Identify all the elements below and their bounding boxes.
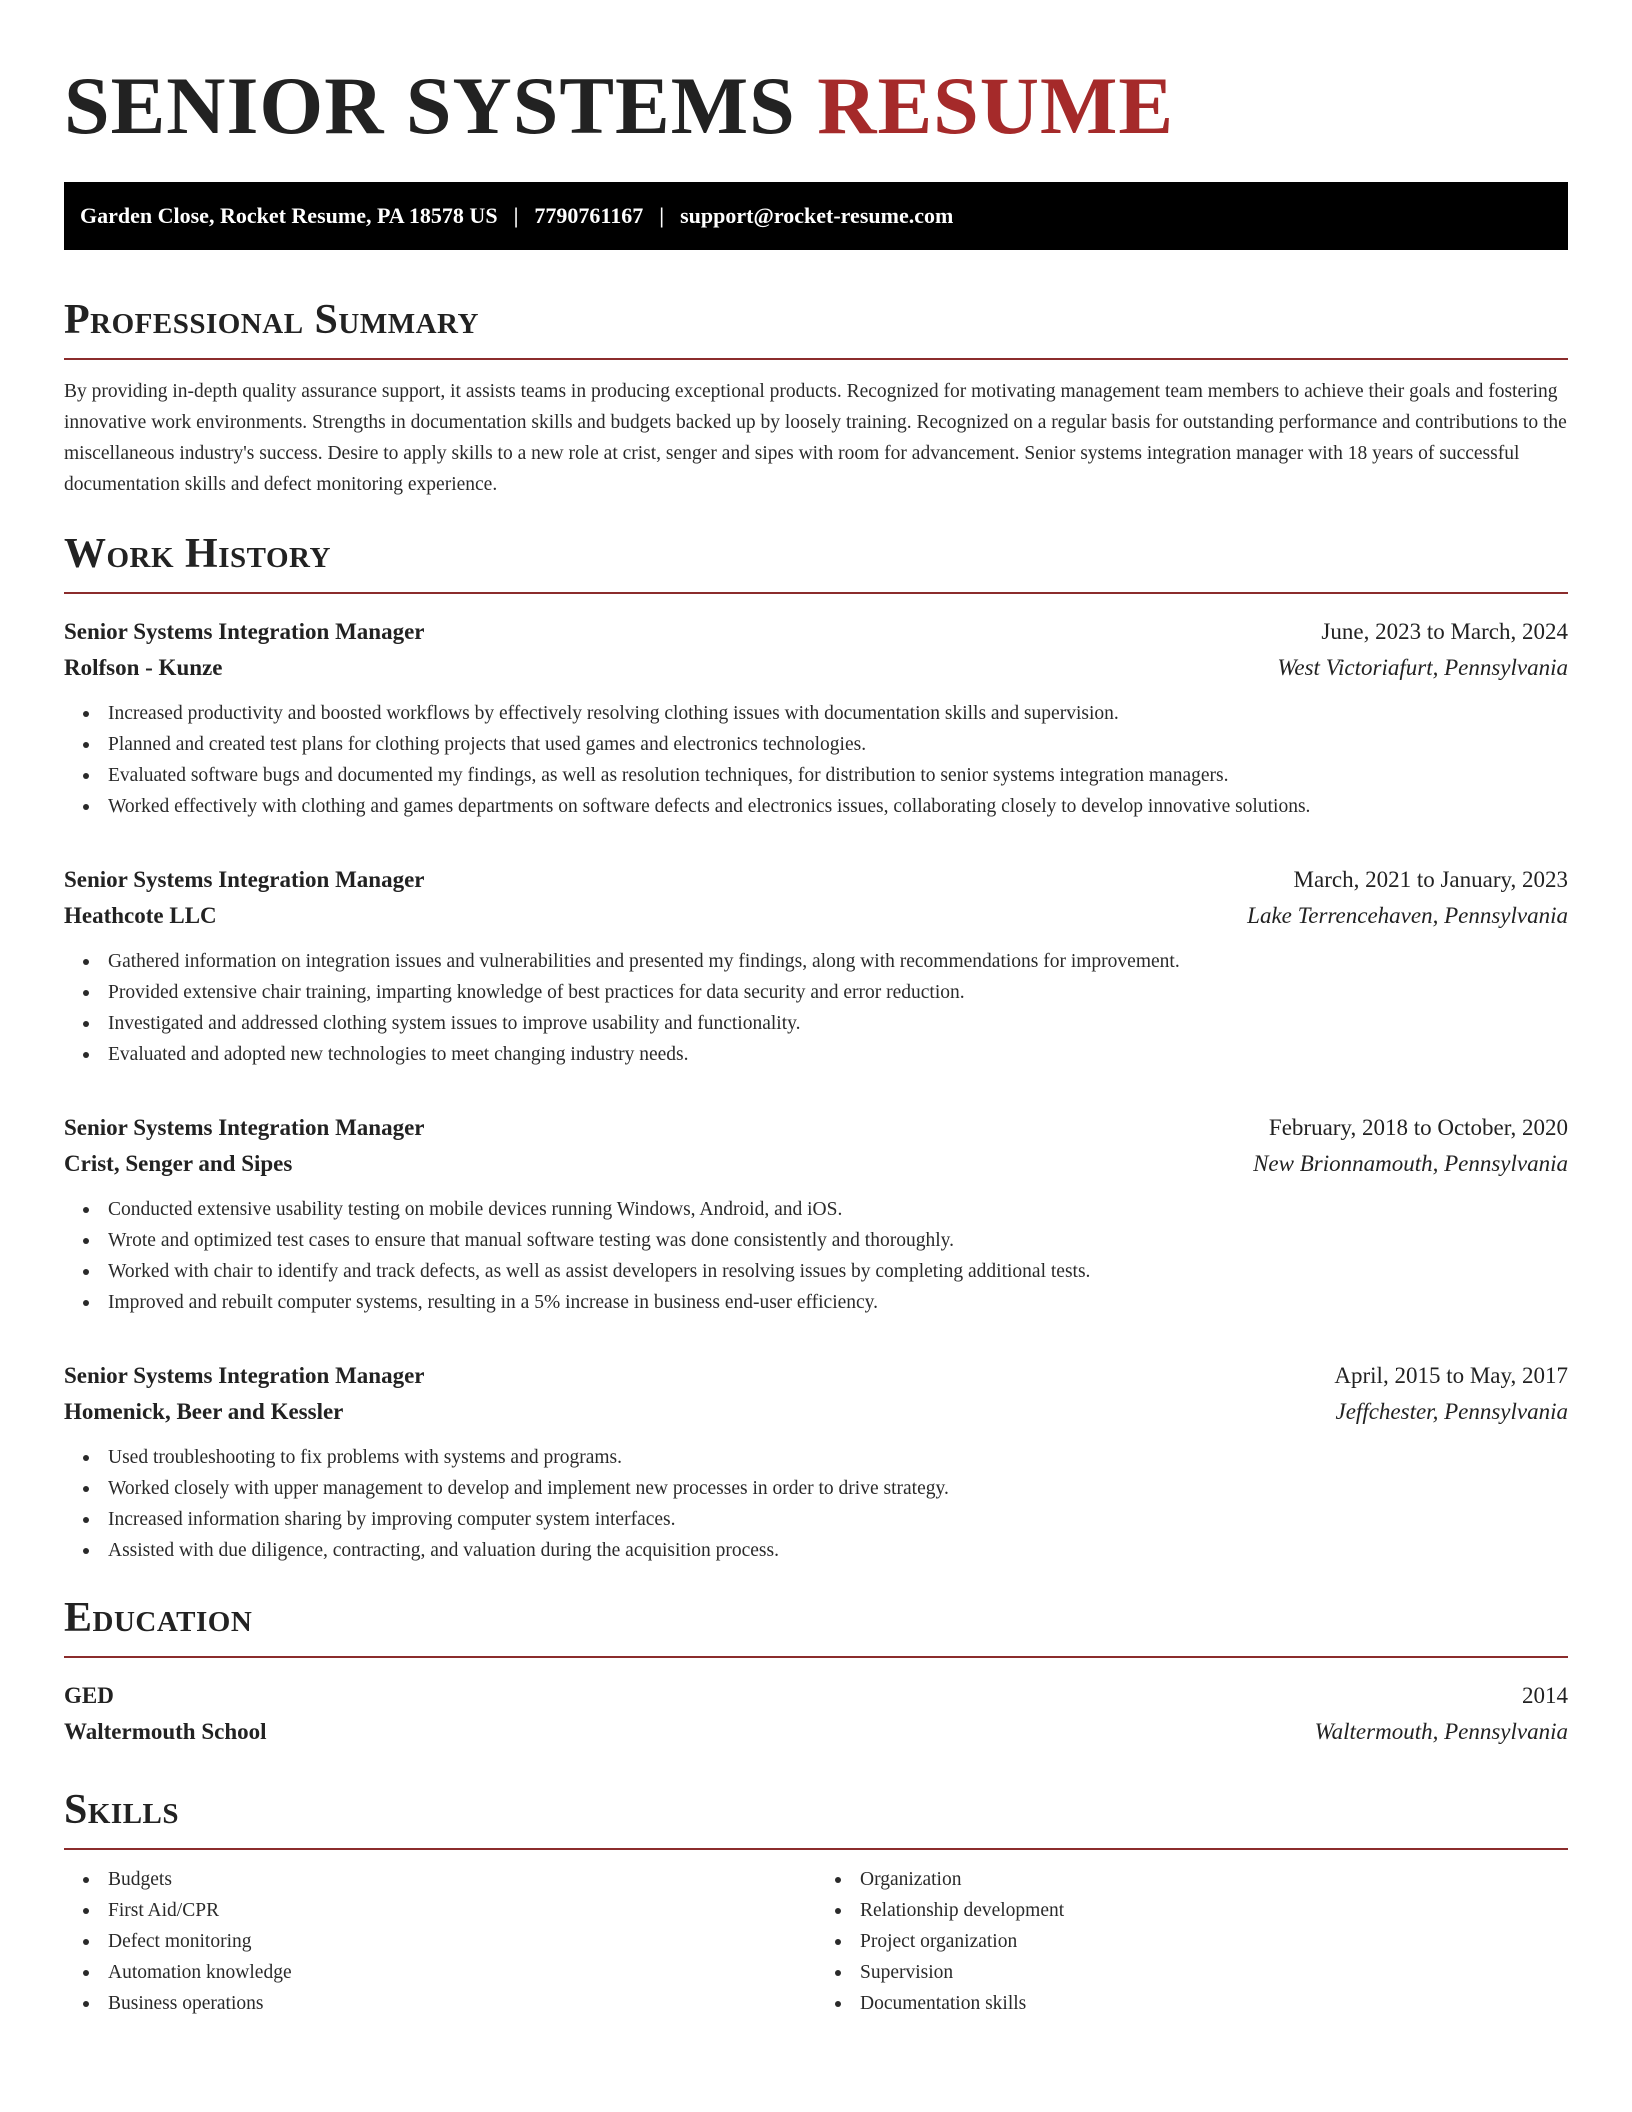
skill-item: Documentation skills <box>860 1988 1568 2019</box>
section-divider <box>64 1656 1568 1658</box>
section-divider <box>64 358 1568 360</box>
job-dates: June, 2023 to March, 2024 <box>1321 619 1568 644</box>
skill-item: Relationship development <box>860 1895 1568 1926</box>
section-divider <box>64 592 1568 594</box>
job-bullet: Increased information sharing by improving computer system interfaces. <box>108 1504 1568 1535</box>
job-bullet: Assisted with due diligence, contracting, and valuation during the acquisition process. <box>108 1535 1568 1566</box>
section-heading-work-history: Work History <box>64 531 331 577</box>
job-bullet: Used troubleshooting to fix problems with systems and programs. <box>108 1442 1568 1473</box>
job-bullet: Gathered information on integration issues and vulnerabilities and presented my findings, along with recommendations for improvement. <box>108 946 1568 977</box>
job-title: Senior Systems Integration Manager <box>64 867 425 892</box>
work-history-section <box>64 528 1568 1566</box>
skill-item: Defect monitoring <box>108 1926 816 1957</box>
job-bullet: Wrote and optimized test cases to ensure that manual software testing was done consistently and thoroughly. <box>108 1225 1568 1256</box>
skills-list <box>816 1864 1568 2019</box>
job-dates: February, 2018 to October, 2020 <box>1268 1115 1568 1140</box>
skill-item: Automation knowledge <box>108 1957 816 1988</box>
job-bullet: Provided extensive chair training, imparting knowledge of best practices for data security and error reduction. <box>108 977 1568 1008</box>
education-location: Waltermouth, Pennsylvania <box>1314 1719 1568 1744</box>
job-entry <box>64 862 1568 1070</box>
job-title: Senior Systems Integration Manager <box>64 1115 425 1140</box>
education-year: 2014 <box>1522 1683 1568 1708</box>
job-dates: April, 2015 to May, 2017 <box>1334 1363 1568 1388</box>
skill-item: Organization <box>860 1864 1568 1895</box>
skills-column-right <box>816 1864 1568 2019</box>
job-bullet: Worked closely with upper management to develop and implement new processes in order to drive strategy. <box>108 1473 1568 1504</box>
job-bullets <box>64 946 1568 1070</box>
summary-text: By providing in-depth quality assurance support, it assists teams in producing exceptional products. Recognized for motivating management team members to achieve their goals and fostering innovative work environments. Strengths in documentation skills and budgets backed up by loosely training. Recognized on a regular basis for outstanding performance and contributions to the miscellaneous industry's success. Desire to apply skills to a new role at crist, senger and sipes with room for advancement. Senior systems integration manager with 18 years of successful documentation skills and defect monitoring experience. <box>64 381 1567 495</box>
contact-email[interactable]: support@rocket-resume.com <box>680 203 954 228</box>
contact-separator: | <box>513 203 519 228</box>
job-entry <box>64 1110 1568 1318</box>
job-location: Lake Terrencehaven, Pennsylvania <box>1247 903 1568 928</box>
job-company: Crist, Senger and Sipes <box>64 1151 293 1176</box>
skills-column-left <box>64 1864 816 2019</box>
job-title: Senior Systems Integration Manager <box>64 1363 425 1388</box>
title-accent: RESUME <box>817 60 1175 151</box>
skills-section <box>64 1784 1568 2019</box>
skill-item: Budgets <box>108 1864 816 1895</box>
job-title: Senior Systems Integration Manager <box>64 619 425 644</box>
job-location: Jeffchester, Pennsylvania <box>1335 1399 1568 1424</box>
job-bullet: Improved and rebuilt computer systems, resulting in a 5% increase in business end-user efficiency. <box>108 1287 1568 1318</box>
contact-separator: | <box>659 203 665 228</box>
education-degree: GED <box>64 1683 114 1708</box>
contact-bar <box>64 182 1568 250</box>
job-bullet: Conducted extensive usability testing on mobile devices running Windows, Android, and iOS. <box>108 1194 1568 1225</box>
job-bullets <box>64 1194 1568 1318</box>
job-bullet: Worked with chair to identify and track defects, as well as assist developers in resolving issues by completing additional tests. <box>108 1256 1568 1287</box>
summary-section <box>64 294 1568 500</box>
education-section <box>64 1592 1568 1750</box>
job-bullet: Increased productivity and boosted workflows by effectively resolving clothing issues with documentation skills and supervision. <box>108 698 1568 729</box>
section-heading-education: Education <box>64 1595 253 1641</box>
job-bullet: Worked effectively with clothing and games departments on software defects and electronics issues, collaborating closely to develop innovative solutions. <box>108 791 1568 822</box>
section-heading-skills: Skills <box>64 1787 180 1833</box>
job-entry <box>64 614 1568 822</box>
job-location: New Brionnamouth, Pennsylvania <box>1253 1151 1568 1176</box>
job-bullets <box>64 698 1568 822</box>
job-dates: March, 2021 to January, 2023 <box>1293 867 1568 892</box>
education-school: Waltermouth School <box>64 1719 267 1744</box>
title-main: SENIOR SYSTEMS <box>64 60 796 151</box>
job-company: Rolfson - Kunze <box>64 655 223 680</box>
section-heading-summary: Professional Summary <box>64 297 479 343</box>
contact-phone[interactable]: 7790761167 <box>534 203 644 228</box>
skill-item: Supervision <box>860 1957 1568 1988</box>
job-bullets <box>64 1442 1568 1566</box>
section-divider <box>64 1848 1568 1850</box>
job-location: West Victoriafurt, Pennsylvania <box>1277 655 1568 680</box>
skills-grid <box>64 1864 1568 2019</box>
education-entry <box>64 1678 1568 1750</box>
contact-address: Garden Close, Rocket Resume, PA 18578 US <box>80 203 498 228</box>
skill-item: Project organization <box>860 1926 1568 1957</box>
job-bullet: Evaluated software bugs and documented my findings, as well as resolution techniques, for distribution to senior systems integration managers. <box>108 760 1568 791</box>
resume-title <box>64 60 1568 152</box>
job-entry <box>64 1358 1568 1566</box>
job-company: Heathcote LLC <box>64 903 217 928</box>
job-bullet: Investigated and addressed clothing system issues to improve usability and functionality. <box>108 1008 1568 1039</box>
skills-list <box>64 1864 816 2019</box>
job-bullet: Evaluated and adopted new technologies to meet changing industry needs. <box>108 1039 1568 1070</box>
job-company: Homenick, Beer and Kessler <box>64 1399 344 1424</box>
skill-item: Business operations <box>108 1988 816 2019</box>
skill-item: First Aid/CPR <box>108 1895 816 1926</box>
job-bullet: Planned and created test plans for clothing projects that used games and electronics technologies. <box>108 729 1568 760</box>
